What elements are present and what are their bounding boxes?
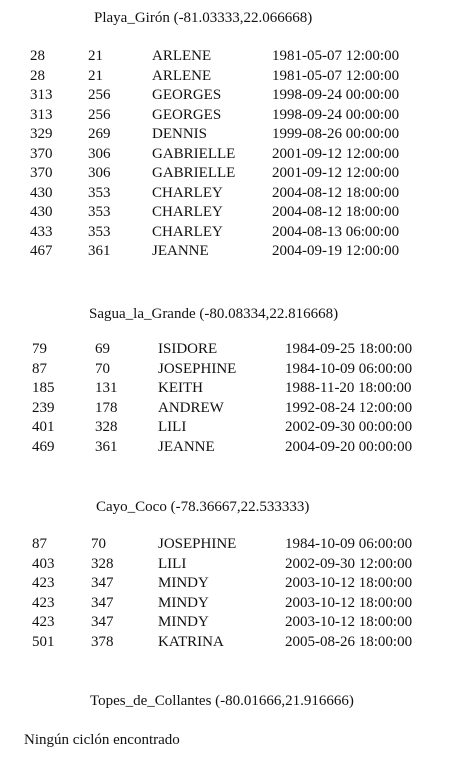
storm-id-cell: 353	[88, 223, 111, 240]
table-row	[0, 633, 450, 652]
record-id-cell: 87	[32, 536, 47, 552]
record-id-cell: 79	[32, 341, 47, 357]
datetime-cell: 2002-09-30 00:00:00	[285, 419, 413, 435]
datetime-cell: 1984-10-09 06:00:00	[285, 360, 413, 377]
record-id-cell: 28	[30, 48, 45, 64]
datetime-cell: 1981-05-07 12:00:00	[272, 48, 400, 64]
storm-name-cell: MINDY	[158, 614, 209, 630]
record-id-cell: 423	[32, 594, 55, 611]
table-row	[0, 223, 450, 242]
datetime-cell: 2004-09-19 12:00:00	[272, 243, 400, 259]
storm-id-cell: 269	[88, 126, 111, 142]
no-results-message: Ningún ciclón encontrado	[24, 732, 180, 748]
record-id-cell: 239	[32, 399, 55, 416]
storm-name-cell: KATRINA	[158, 633, 224, 650]
storm-name-cell: ARLENE	[152, 48, 212, 64]
storm-name-cell: LILI	[158, 419, 187, 435]
storm-name-cell: GEORGES	[152, 87, 222, 103]
datetime-cell: 1998-09-24 00:00:00	[272, 87, 400, 103]
storm-name-cell: JEANNE	[158, 438, 215, 455]
storm-id-cell: 347	[91, 594, 114, 611]
storm-name-cell: JEANNE	[152, 243, 209, 259]
record-id-cell: 423	[32, 575, 55, 591]
storm-name-cell: KEITH	[158, 380, 203, 396]
datetime-cell: 1999-08-26 00:00:00	[272, 126, 400, 142]
table-row	[0, 106, 450, 125]
storm-id-cell: 70	[95, 360, 110, 377]
storm-name-cell: DENNIS	[152, 126, 207, 142]
datetime-cell: 2002-09-30 12:00:00	[285, 555, 413, 572]
datetime-cell: 1981-05-07 12:00:00	[272, 67, 400, 84]
record-id-cell: 430	[30, 184, 53, 201]
table-row	[0, 613, 450, 632]
table-row	[0, 164, 450, 183]
location-title: Sagua_la_Grande (-80.08334,22.816668)	[89, 306, 339, 322]
record-id-cell: 433	[30, 223, 53, 240]
storm-id-cell: 69	[95, 341, 110, 357]
table-row	[0, 360, 450, 379]
storm-id-cell: 178	[95, 399, 118, 416]
storm-name-cell: CHARLEY	[152, 204, 223, 220]
storm-name-cell: ISIDORE	[158, 341, 218, 357]
table-row	[0, 438, 450, 457]
datetime-cell: 1992-08-24 12:00:00	[285, 399, 413, 416]
storm-name-cell: ARLENE	[152, 67, 212, 84]
location-title: Playa_Girón (-81.03333,22.066668)	[94, 10, 313, 26]
location-title: Topes_de_Collantes (-80.01666,21.916666)	[90, 693, 354, 709]
datetime-cell: 2003-10-12 18:00:00	[285, 614, 413, 630]
storm-id-cell: 306	[88, 145, 111, 162]
storm-name-cell: MINDY	[158, 594, 209, 611]
storm-id-cell: 256	[88, 87, 111, 103]
storm-id-cell: 70	[91, 536, 106, 552]
table-row	[0, 379, 450, 398]
record-id-cell: 501	[32, 633, 55, 650]
table-row	[0, 535, 450, 554]
storm-name-cell: GABRIELLE	[152, 165, 236, 181]
datetime-cell: 2004-08-13 06:00:00	[272, 223, 400, 240]
datetime-cell: 2004-08-12 18:00:00	[272, 204, 400, 220]
datetime-cell: 2004-09-20 00:00:00	[285, 438, 413, 455]
record-id-cell: 28	[30, 67, 45, 84]
table-row	[0, 242, 450, 261]
record-id-cell: 329	[30, 126, 53, 142]
table-row	[0, 67, 450, 86]
storm-name-cell: JOSEPHINE	[158, 536, 237, 552]
datetime-cell: 1984-09-25 18:00:00	[285, 341, 413, 357]
storm-name-cell: CHARLEY	[152, 184, 223, 201]
table-row	[0, 47, 450, 66]
datetime-cell: 2003-10-12 18:00:00	[285, 575, 413, 591]
table-row	[0, 574, 450, 593]
storm-id-cell: 378	[91, 633, 114, 650]
datetime-cell: 2004-08-12 18:00:00	[272, 184, 400, 201]
datetime-cell: 2005-08-26 18:00:00	[285, 633, 413, 650]
datetime-cell: 1988-11-20 18:00:00	[285, 380, 412, 396]
record-id-cell: 430	[30, 204, 53, 220]
table-row	[0, 340, 450, 359]
table-row	[0, 555, 450, 574]
storm-id-cell: 306	[88, 165, 111, 181]
storm-id-cell: 361	[88, 243, 111, 259]
storm-name-cell: GABRIELLE	[152, 145, 236, 162]
storm-id-cell: 21	[88, 48, 103, 64]
table-row	[0, 145, 450, 164]
record-id-cell: 370	[30, 145, 53, 162]
table-row	[0, 125, 450, 144]
record-id-cell: 403	[32, 555, 55, 572]
record-id-cell: 423	[32, 614, 55, 630]
table-row	[0, 86, 450, 105]
table-row	[0, 399, 450, 418]
storm-id-cell: 256	[88, 106, 111, 123]
storm-id-cell: 328	[95, 419, 118, 435]
record-id-cell: 469	[32, 438, 55, 455]
storm-name-cell: ANDREW	[158, 399, 224, 416]
storm-id-cell: 347	[91, 614, 114, 630]
storm-id-cell: 347	[91, 575, 114, 591]
record-id-cell: 185	[32, 380, 55, 396]
record-id-cell: 313	[30, 106, 53, 123]
storm-id-cell: 328	[91, 555, 114, 572]
storm-name-cell: GEORGES	[152, 106, 222, 123]
table-row	[0, 418, 450, 437]
record-id-cell: 370	[30, 165, 53, 181]
datetime-cell: 1984-10-09 06:00:00	[285, 536, 413, 552]
datetime-cell: 2003-10-12 18:00:00	[285, 594, 413, 611]
storm-id-cell: 131	[95, 380, 118, 396]
record-id-cell: 313	[30, 87, 53, 103]
storm-id-cell: 361	[95, 438, 118, 455]
datetime-cell: 2001-09-12 12:00:00	[272, 145, 400, 162]
storm-name-cell: JOSEPHINE	[158, 360, 237, 377]
datetime-cell: 1998-09-24 00:00:00	[272, 106, 400, 123]
storm-id-cell: 353	[88, 204, 111, 220]
table-row	[0, 184, 450, 203]
table-row	[0, 203, 450, 222]
storm-name-cell: CHARLEY	[152, 223, 223, 240]
storm-id-cell: 21	[88, 67, 103, 84]
location-title: Cayo_Coco (-78.36667,22.533333)	[96, 499, 310, 515]
storm-id-cell: 353	[88, 184, 111, 201]
datetime-cell: 2001-09-12 12:00:00	[272, 165, 400, 181]
record-id-cell: 401	[32, 419, 55, 435]
storm-name-cell: MINDY	[158, 575, 209, 591]
table-row	[0, 594, 450, 613]
storm-name-cell: LILI	[158, 555, 187, 572]
record-id-cell: 87	[32, 360, 47, 377]
record-id-cell: 467	[30, 243, 53, 259]
